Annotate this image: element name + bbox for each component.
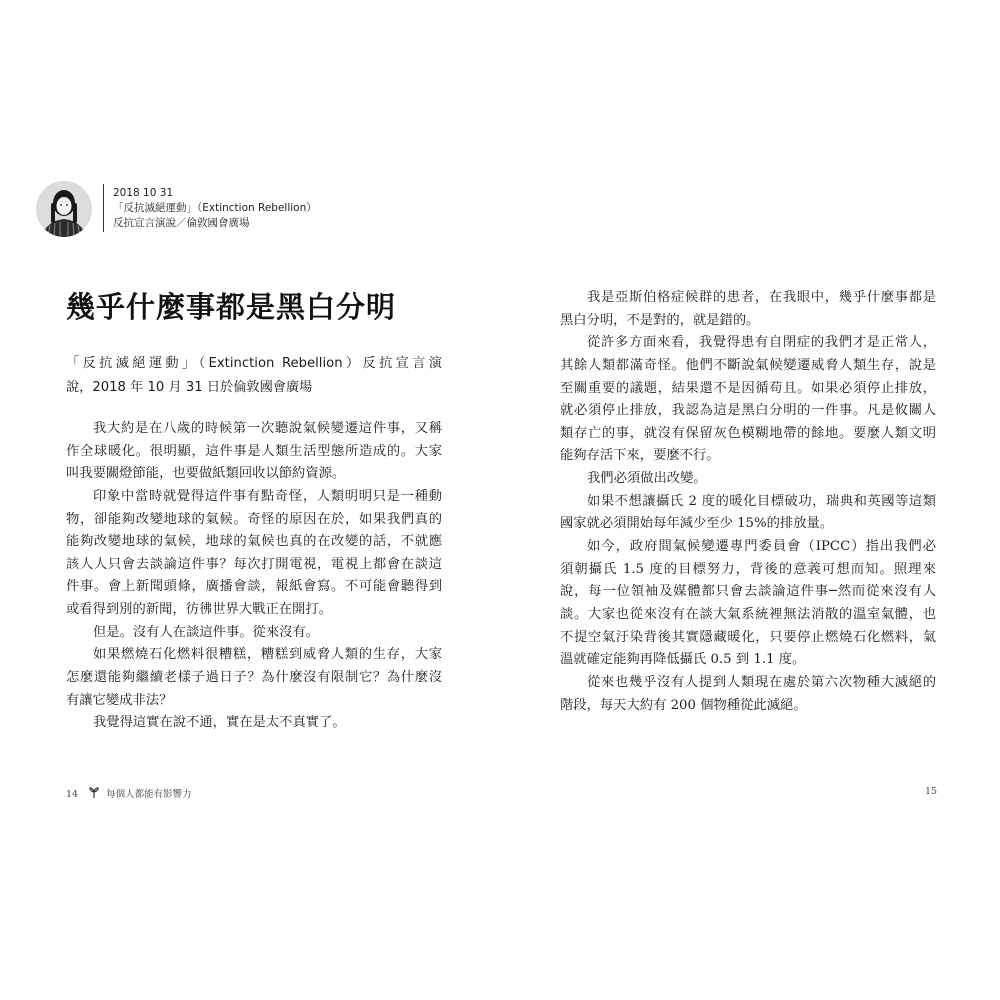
left-page-footer [66, 786, 192, 802]
left-page-number: 14 [66, 789, 79, 800]
body-line: 有讓它變成非法？ [66, 692, 173, 708]
body-line: 就必須停止排放，我認為這是黑白分明的一件事。凡是攸關人 [560, 403, 936, 419]
body-line: 其餘人類都滿奇怪。他們不斷說氣候變遷威脅人類生存，說是 [560, 357, 936, 373]
body-line: 至關重要的議題，結果還不是因循苟且。如果必須停止排放， [560, 380, 936, 396]
body-line: 國家就必須開始每年減少至少 15%的排放量。 [560, 516, 834, 532]
body-line: 不提空氣汙染背後其實隱藏暖化，只要停止燃燒石化燃料，氣 [560, 629, 936, 645]
body-line: 印象中當時就覺得這件事有點奇怪，人類明明只是一種動 [93, 488, 442, 504]
body-line: 從來也幾乎沒有人提到人類現在處於第六次物種大滅絕的 [587, 674, 936, 690]
body-line: 我大約是在八歲的時候第一次聽說氣候變遷這件事，又稱 [93, 421, 442, 436]
speech-location: 反抗宣言演說／倫敦國會廣場 [113, 217, 250, 229]
subtitle-line: 「反抗滅絕運動」（Extinction Rebellion）反抗宣言演 [66, 356, 442, 371]
speech-date: 2018 10 31 [113, 187, 174, 199]
body-line: 作全球暖化。很明顯，這件事是人類生活型態所造成的。大家 [66, 443, 442, 459]
body-line: 黑白分明，不是對的，就是錯的。 [560, 312, 760, 328]
body-line: 件事。會上新聞頭條，廣播會談，報紙會寫。不可能會聽得到 [66, 579, 442, 595]
author-portrait [36, 181, 92, 237]
body-line: 溫就確定能夠再降低攝氏 0.5 到 1.1 度。 [560, 652, 806, 668]
body-line: 階段，每天大約有 200 個物種從此滅絕。 [560, 697, 807, 713]
body-line: 我是亞斯伯格症候群的患者，在我眼中，幾乎什麼事都是 [587, 290, 936, 305]
leaf-ornament-icon [89, 787, 99, 802]
body-line: 或看得到別的新聞，彷彿世界大戰正在開打。 [66, 602, 332, 618]
body-line: 如果不想讓攝氏 2 度的暖化目標破功，瑞典和英國等這類 [587, 493, 936, 509]
header-divider [103, 184, 104, 232]
body-line: 如果燃燒石化燃料很糟糕，糟糕到威脅人類的生存，大家 [93, 647, 442, 663]
left-page-body [66, 418, 442, 735]
body-line: 該人人只會去談論這件事？每次打開電視，電視上都會在談這 [66, 556, 442, 572]
body-line: 須朝攝氏 1.5 度的目標努力，背後的意義可想而知。照理來 [560, 561, 936, 577]
subtitle-line: 說，2018 年 10 月 31 日於倫敦國會廣場 [66, 380, 313, 395]
body-line: 但是。沒有人在談這件事。從來沒有。 [93, 624, 320, 640]
body-line: 能夠存活下來，要麼不行。 [560, 448, 720, 464]
chapter-subtitle [66, 352, 442, 400]
body-line: 說，每一位領袖及媒體都只會去談論這件事─然而從來沒有人 [560, 584, 936, 600]
body-line: 類存亡的事，就沒有保留灰色模糊地帶的餘地。要麼人類文明 [560, 425, 936, 441]
chapter-title: 幾乎什麼事都是黑白分明 [66, 290, 397, 324]
right-page-body [560, 287, 936, 717]
body-line: 叫我要關燈節能，也要做紙類回收以節約資源。 [66, 466, 346, 482]
body-line: 我覺得這實在說不通，實在是太不真實了。 [93, 715, 346, 731]
body-line: 怎麼還能夠繼續老樣子過日子？為什麼沒有限制它？為什麼沒 [66, 670, 442, 686]
right-page-number: 15 [925, 786, 938, 797]
body-line: 我們必須做出改變。 [587, 471, 707, 487]
speech-header [113, 186, 317, 231]
speech-event: 「反抗滅絕運動」（Extinction Rebellion） [113, 202, 317, 214]
book-title: 每個人都能有影響力 [106, 789, 192, 800]
portrait-illustration-icon [36, 181, 92, 237]
body-line: 如今，政府間氣候變遷專門委員會（IPCC）指出我們必 [587, 539, 936, 555]
body-line: 物，卻能夠改變地球的氣候。奇怪的原因在於，如果我們真的 [66, 511, 442, 527]
body-line: 從許多方面來看，我覺得患有自閉症的我們才是正常人， [587, 335, 936, 351]
body-line: 談。大家也從來沒有在談大氣系統裡無法消散的溫室氣體，也 [560, 606, 936, 622]
body-line: 能夠改變地球的氣候，地球的氣候也真的在改變的話，不就應 [66, 534, 442, 550]
